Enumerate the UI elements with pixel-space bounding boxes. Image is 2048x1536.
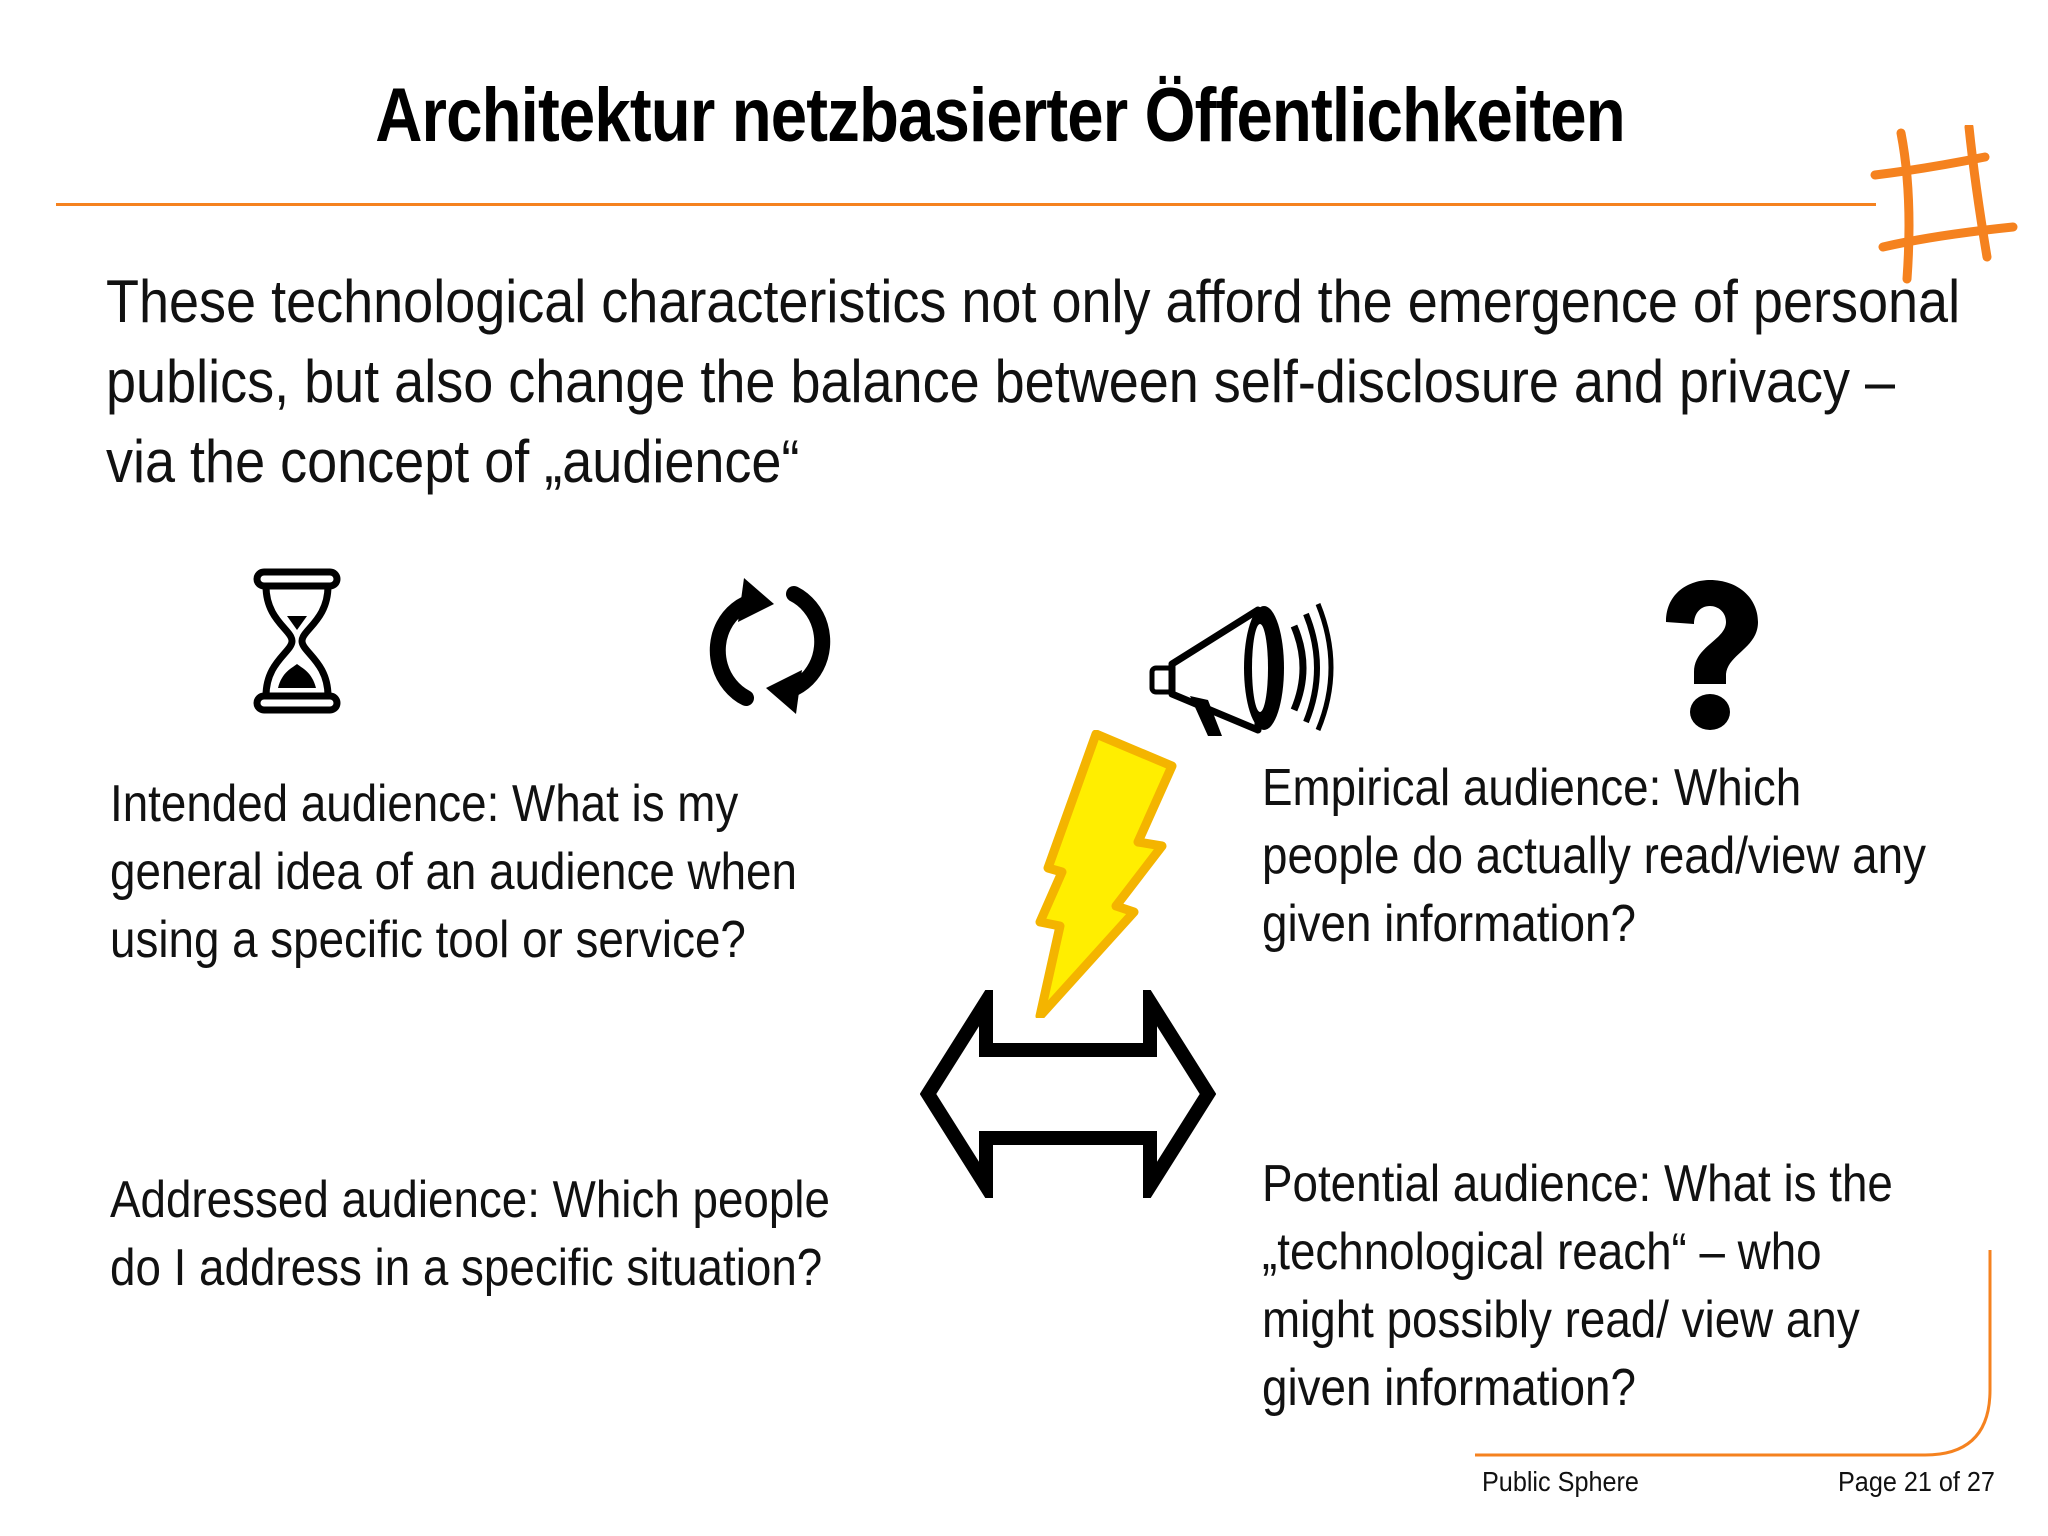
addressed-audience-text: Addressed audience: Which people do I address in a specific situation? bbox=[110, 1171, 830, 1297]
refresh-arrows-icon bbox=[708, 578, 832, 714]
title-underline bbox=[56, 203, 1876, 206]
slide-title: Architektur netzbasierter Öffentlichkeiten bbox=[375, 73, 1625, 158]
lightning-bolt-icon bbox=[1030, 730, 1178, 1018]
corner-frame-line bbox=[1475, 1250, 1995, 1460]
intro-text: These technological characteristics not only afford the emergence of personal publics, but also change the balance between self-disclosure and privacy – via the concept of „audience“ bbox=[106, 268, 1961, 495]
question-mark-icon bbox=[1650, 576, 1766, 734]
potential-audience-text: Potential audience: What is the „technological reach“ – who might possibly read/ view any given information? bbox=[1262, 1155, 1893, 1417]
footer-page-number: Page 21 of 27 bbox=[1838, 1466, 1995, 1497]
hourglass-icon bbox=[252, 568, 342, 714]
intended-audience-text: Intended audience: What is my general idea of an audience when using a specific tool or service? bbox=[110, 775, 797, 969]
empirical-audience-text: Empirical audience: Which people do actually read/view any given information? bbox=[1262, 759, 1926, 953]
footer-section: Public Sphere bbox=[1482, 1466, 1639, 1497]
orange-star-logo bbox=[1865, 125, 2025, 285]
megaphone-icon bbox=[1148, 590, 1336, 736]
double-arrow-icon bbox=[920, 990, 1216, 1198]
